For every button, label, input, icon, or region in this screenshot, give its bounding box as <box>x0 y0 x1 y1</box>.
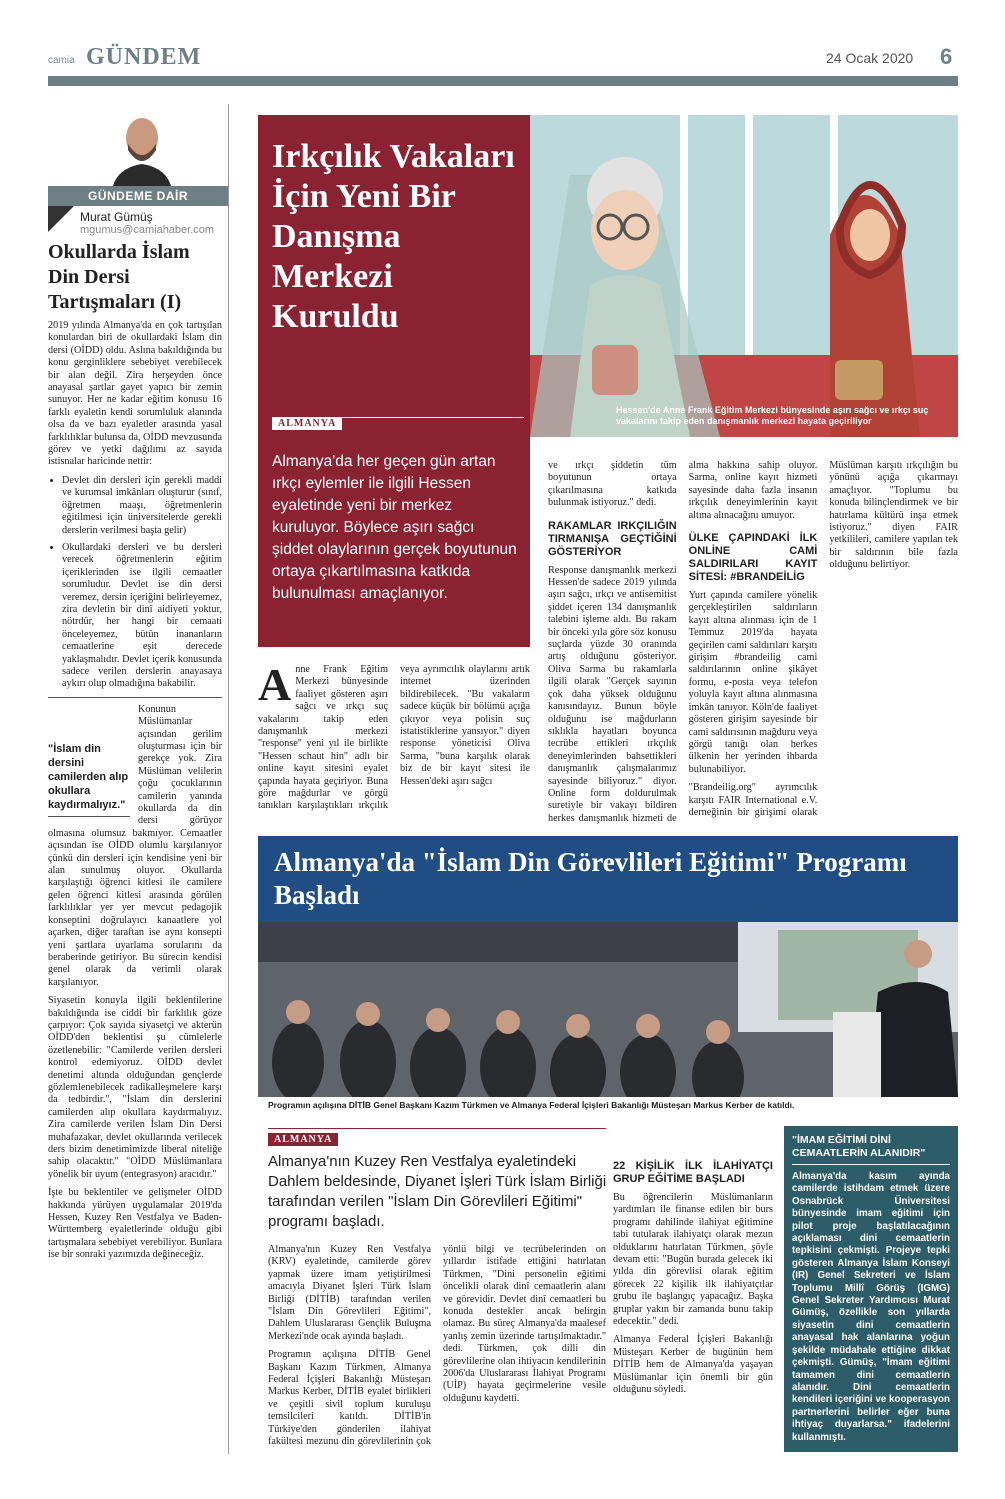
article1-tag: ALMANYA <box>272 417 342 430</box>
article2-p4: Almanya Federal İçişleri Bakanlığı Müsteşarı Kerber de bugünün hem DİTİB hem de Almanya'da yaşayan Müslümanlar için önemli bir gün olduğunu söyledi. <box>613 1334 773 1396</box>
article1-subheading-2: ÜLKE ÇAPINDAKİ İLK ONLİNE CAMİ SALDIRILARI KAYIT SİTESİ: #BRANDEİLİG <box>688 532 818 584</box>
article1-body-2 <box>548 460 958 826</box>
article2-sidebar-box <box>784 1126 958 1452</box>
article1-dropcap: A <box>258 659 292 710</box>
article2-p3: Bu öğrencilerin Müslümanların yardımları ile finanse edilen bir burs programı dahilinde ilahiyat eğitimine tabi tutularak ilahiyatçı olarak mezun olduklarını hatırlatan Türkmen, şöyle devam etti: "Bugün burada gelecek iki yılda din görevlisi olarak eğitim görecek 22 kişilik ilk ilahiyatçılar grubu ile başlangıç yapacağız. Başka gruplar yakın bir zamanda bunu takip edecektir." dedi. <box>613 1192 773 1328</box>
article2-photo <box>258 922 958 1097</box>
author-name: Murat Gümüş <box>80 210 153 224</box>
column-bullet: • Devlet din dersleri için gerekli maddi ve kurumsal imkânları oluşturur (sınıf, öğretmen maaşı, öğretmenlerin eğitilmesi için üniversitelerde gerekli derslerin verilmesi başta gelir) <box>62 475 222 537</box>
article2-sidebar-text: Almanya'da kasım ayında camilerde istihdam etmek üzere Osnabrück Üniversitesi bünyesinde imam eğitimi için pilot proje başlatılacağının açıklaması dini cemaatlerin tepkisini çekmişti. Projeye tepki gösteren Almanya İslam Konseyi (IR) Genel Sekreteri ve İslam Toplumu Millî Görüş (IGMG) Genel Sekreter Yardımcısı Murat Gümüş, özellikle son yıllarda siyasetin dini cemaatlerin anayasal hak alanlarına yoğun şekilde müdahale ettiğine dikkat çekmişti. Gümüş, "İmam eğitimi tamamen dini cemaatlerin alanıdır. Dini cemaatlerin kendileri içeriğini ve kooperasyon partnerlerini belirler eğer buna ihtiyaç duyarlarsa." ifadelerini kullanmıştı. <box>792 1171 950 1443</box>
article1-p4: Yurt çapında camilere yönelik gerçekleştirilen saldırıların kayıt altına alınması için de 1 Temmuz 2019'da hayata geçirilen cami saldırıları karşıtı girişim #brandeilig cami saldırılarının online şikâyet formu, e-posta veya telefon yoluyla kayıt altına alınmasına imkân tanıyor. Köln'de faaliyet gösteren girişim sayesinde bir cami saldırısının mağduru veya görgü tanığı olan herkes ülkenin her yerinden ihbarda bulunabiliyor. <box>688 590 818 775</box>
article1-p2: ve ırkçı şiddetin tüm boyutunun ortaya çıkarılmasına katkıda bulunmak istiyoruz." dedi. <box>548 460 677 509</box>
article1-subheading-1: RAKAMLAR IRKÇILIĞIN TIRMANIŞA GEÇTİĞİNİ GÖSTERİYOR <box>548 519 677 558</box>
article1-p5: "Brandeilig.org" ayrımcılık karşıtı FAIR International e.V. derneğinin bir girişimi olarak Müslüman karşıtı ırkçılığın bu yönünü açığa çıkarmayı amaçlıyor. "Toplumu bu konuda bilinçlendirmek ve bir hatırlama kültürü inşa etmek istiyoruz." diyen FAIR yetkilileri, camilere yapılan tek bir saldırının bile fazla olduğunu belirtiyor. <box>688 460 958 818</box>
column-label-bar <box>48 186 228 206</box>
label-triangle <box>48 206 74 232</box>
article2-tag-line <box>268 1128 606 1129</box>
header-bar <box>48 76 958 86</box>
article1-p1: nne Frank Eğitim Merkezi bünyesinde faaliyet gösteren aşırı sağcı ve ırkçı suç vakalarını takip eden danışmanlık merkezi "response" yeni yıl ile birlikte "Hessen schaut hin" adlı bir online kayıt sitesini eyalet çapında hayata geçiriyor. Buna göre mağdurlar ve görgü tanıkları karşılaştıkları ırkçılık veya ayrımcılık olaylarını artık internet üzerinden bildirebilecek. "Bu vakaların sadece küçük bir bölümü açığa çıkıyor veya polisin suç istatistiklerine yansıyor." diyen response yöneticisi Oliva Sarma, "buna karşılık olarak biz de bir kayıt sitesi ile Hessen'deki aşırı sağcı <box>258 664 530 812</box>
section-title: GÜNDEM <box>86 44 202 70</box>
article2-title-panel <box>258 836 958 922</box>
article2-lead: Almanya'nın Kuzey Ren Vestfalya eyaletindeki Dahlem beldesinde, Diyanet İşleri Türk İslam Birliği tarafından verilen "İslam Din Görevlileri Eğitimi" programı başladı. <box>268 1153 607 1230</box>
article1-lead: Almanya'da her geçen gün artan ırkçı eylemler ile ilgili Hessen eyaletinde yeni bir merkez kuruluyor. Böylece aşırı sağcı şiddet olaylarının gerçek boyutunun ortaya çıkartılmasına katkıda bulunulması amaçlanıyor. <box>272 453 517 602</box>
column-body <box>48 320 222 1268</box>
article2-body-1 <box>268 1244 606 1456</box>
column-para2: Konunun Müslümanlar açısından gerilim oluşturması için bir gerekçe yok. Zira Müslüman velilerin çoğu çocuklarının camilerin yanında okullarda da din dersi görüyor olmasına olumsuz bakmıyor. Cemaatler açısından ise OİDD olumlu karşılanıyor çünkü din dersleri için kendisine yeni bir alan sunulmuş oluyor. Okullarda karşılaştığı öğrenci kitlesi ile camilere gelen öğrenci kitlesi arasında görülen farklılıklar yer yer mevcut pedagojik konseptini doğrulayıcı kanaatlere yol açarken, diğer taraftan ise aynı konsepti yeni şartlara uyarlama sorularını da beraberinde getiriyor. Bu sürecin kendisi genel olarak da verimli olarak karşılanıyor. <box>48 703 222 988</box>
article1-body-1 <box>258 659 530 824</box>
column-intro: 2019 yılında Almanya'da en çok tartışılan konulardan biri de okullardaki İslam din dersi (OİDD) oldu. Aslına bakıldığında bu konu gerginliklere sebebiyet verebilecek bir alan değil. Zira herşeyden önce anayasal şartlar gayet yapıcı bir zemin sunuyor. Her ne kadar eğitim konusu 16 farklı eyaletin kendi sorumluluk alanında olsa da ve bazı eyaletler arasında yasal farklılıklar bulunsa da, OİDD mevzusunda görev ve yetki dağılımı az sayıda istisnalar haricinde nettir: <box>48 320 222 468</box>
opinion-column <box>48 104 229 1454</box>
column-title: Okullarda İslam Din Dersi Tartışmaları (I) <box>48 241 190 313</box>
issue-date: 24 Ocak 2020 <box>826 50 914 66</box>
column-bullets <box>48 475 222 691</box>
page-number: 6 <box>940 44 953 69</box>
pullquote: "İslam din dersini camilerden alıp okullara kaydırmalıyız." <box>48 738 130 817</box>
column-label: GÜNDEME DAİR <box>87 189 188 203</box>
article1-red-panel <box>258 115 530 647</box>
article1-title: Irkçılık Vakaları İçin Yeni Bir Danışma Merkezi Kuruldu <box>272 138 515 335</box>
author-photo <box>106 110 178 190</box>
author-email: mgumus@camiahaber.com <box>80 224 215 236</box>
article2-subheading-1: 22 KİŞİLİK İLK İLAHİYATÇI GRUP EĞİTİME BAŞLADI <box>613 1160 773 1185</box>
column-para4: İşte bu beklentiler ve gelişmeler OİDD hakkında yürüyen uygulamalar 2019'da Hessen, Kuzey Ren Vestfalya ve Baden-Württemberg eyaletlerinde olduğu gibi tartışmalara sebebiyet verebiliyor. Bunlara ise bir sonraki yazımızda değineceğiz. <box>48 1187 222 1261</box>
article1-p3: Response danışmanlık merkezi Hessen'de sadece 2019 yılında aşırı sağcı, ırkçı ve antisemitist şiddet içeren 134 danışmanlık talebini işleme aldı. Bu rakam bir önceki yıla göre söz konusu suçlarda yüzde 30 oranında artış olduğunu gösteriyor. Oliva Sarma bu rakamlarla ilgili olarak "Gerçek sayının çok daha yüksek olduğunu kanısındayız. Bunun böyle olduğunu ise mağdurların sıklıkla hayatları boyunca tecrübe ettikleri ırkçılık deneyimlerinden bahsettikleri danışmanlık çalışmalarımız sayesinde biliyoruz." diyor. Online form doldurulmak suretiyle bir vakayı bildiren herkes danışmanlık hizmeti de alma hakkına sahip oluyor. Sarma, online kayıt hizmeti sayesinde daha fazla insanın ırkçılık deneyimlerinin kayıt altına alınacağını umuyor. <box>548 460 818 824</box>
column-bullet: • Okullardaki dersleri ve bu dersleri verecek öğretmenlerin eğitim içeriklerinden ise ilgili cemaatler sorumludur. Devlet ise din dersi veremez, dersin içeriğini belirleyemez, zira devletin bir dinî aidiyeti yoktur, nötrdür, her hangi bir cemaati önceleyemez, bütün inananların cemaatlerine eşit derecede yaklaşmalıdır. Devlet içerik konusunda sadece verilen derslerin anayasaya aykırı olup olmadığına bakabilir. <box>62 542 222 691</box>
article2-tag-row <box>268 1128 606 1147</box>
column-para3: Siyasetin konuyla ilgili beklentilerine bakıldığında ise ciddi bir farklılık göze çarpıyor: Çok sayıda siyasetçi ve akterün OİDD'den beklentisi şu cümlelerle özetlenebilir: "Camilerde verilen dersleri kontrol edemiyoruz. OİDD devlet denetimi altında olduğundan gençlerde gözlemlenebilecek radikalleşmelere karşı da tedbirdir.", "İslam din derslerini camilerden alıp okullara kaydırmalıyız. Zira camilerde verilen İslam Din Dersi muhafazakar, devlet okullarında verilecek ders bizim denetimimizde liberal niteliğe sahip olacaktır." "OİDD Müslümanlara yönelik bir uyum (entegrasyon) aracıdır." <box>48 995 222 1180</box>
article2-sidebar-title: "İMAM EĞİTİMİ DİNİ CEMAATLERİN ALANIDIR" <box>792 1126 950 1165</box>
article2-p2: Programın açılışına DİTİB Genel Başkanı Kazım Türkmen, Almanya Federal İçişleri Bakanlığı Müsteşarı Markus Kerber, DİTİB eyalet birlikleri ve çeşitli sivil toplum kuruluşu temsilcileri katıldı. DİTİB'in Türkiye'den gönderilen ilahiyat fakültesi mezunu din görevlilerinin çok yönlü bilgi ve tecrübelerinden on yıllardır istifade ettiğini hatırlatan Türkmen, "Dini personelin eğitimi öncelikli olarak dinî cemaatlerin alanı ve görevidir. Devlet dinî cemaatleri bu konuda destekler ancak belirgin olamaz. Bu süreç Almanya'da maalesef yanlış zemin üzerinde tartışılmaktadır." dedi. Türkmen, çok dilli din görevlilerine olan ihtiyacın kendilerinin 2006'da Uluslararası İlahiyat Programı (UİP) hayata geçirmelerine vesile olduğunu kaydetti. <box>268 1244 606 1448</box>
article2-p1: Almanya'nın Kuzey Ren Vestfalya (KRV) eyaletinde, camilerde görev yapmak üzere imam yetiştirilmesi amacıyla Diyanet İşleri Türk İslam Birliği (DİTİB) tarafından verilen "İslam Din Görevlileri Eğitimi", Dahlem Uluslararası Gençlik Buluşma Merkezi'nde ocak ayında başladı. <box>268 1244 431 1342</box>
brand-label: camia <box>48 55 75 66</box>
article2-tag: ALMANYA <box>268 1133 338 1146</box>
article2-body-2 <box>613 1124 773 1456</box>
article2-caption: Programın açılışına DİTİB Genel Başkanı Kazım Türkmen ve Almanya Federal İçişleri Bakanlığı Müsteşarı Markus Kerber de katıldı. <box>268 1100 795 1110</box>
article1-illustration <box>530 115 958 437</box>
divider <box>48 697 222 698</box>
article1-caption: Hessen'de Anne Frank Eğitim Merkezi bünyesinde aşırı sağcı ve ırkçı suç vakalarını takip eden danışmanlık merkezi hayata geçiriliyor <box>616 405 929 426</box>
article2-title: Almanya'da "İslam Din Görevlileri Eğitimi" Programı Başladı <box>274 847 907 910</box>
